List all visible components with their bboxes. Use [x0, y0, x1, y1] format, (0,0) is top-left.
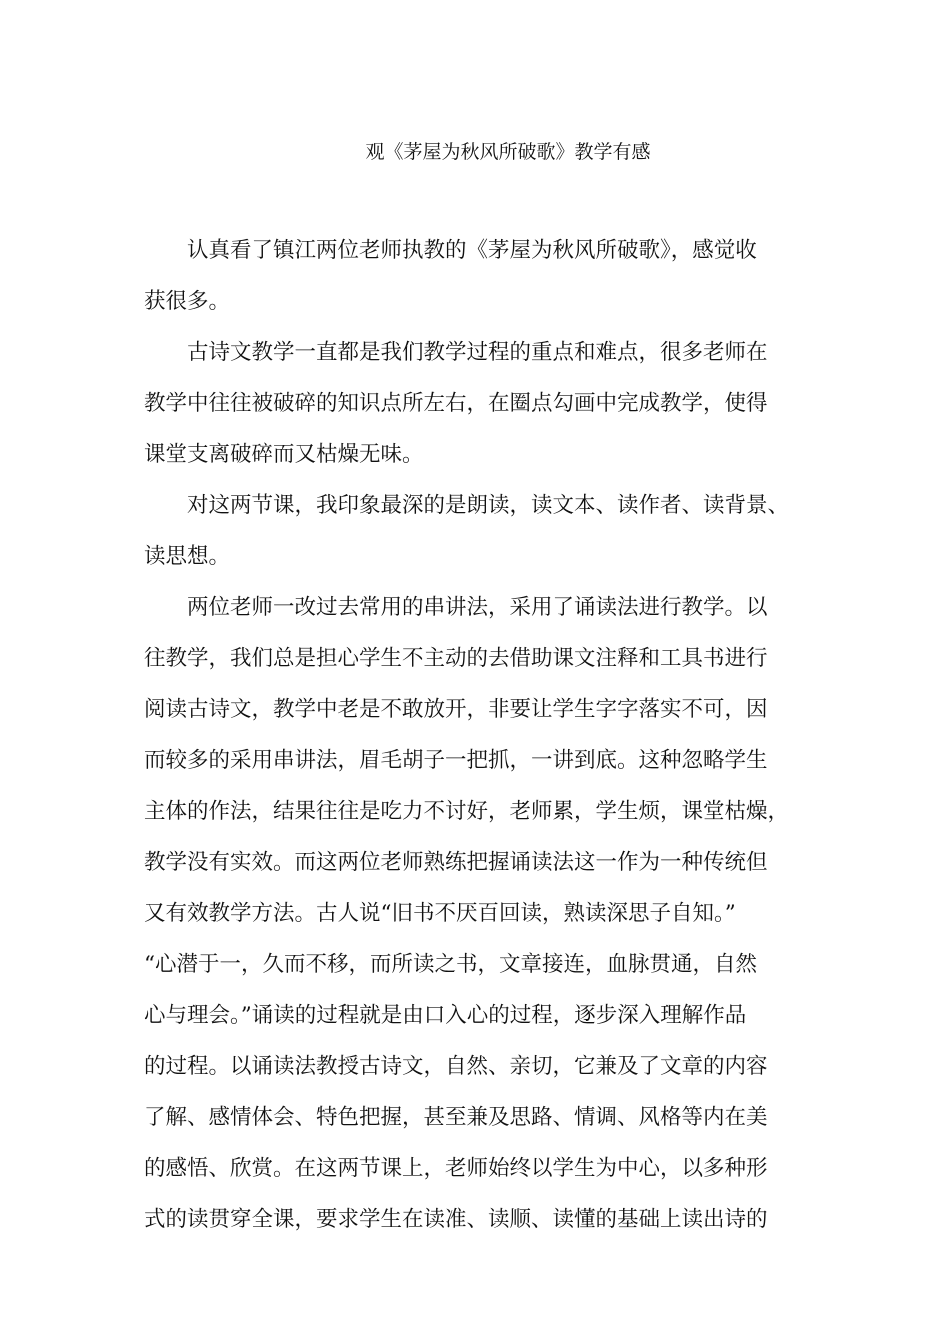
text-line: 古诗文教学一直都是我们教学过程的重点和难点，很多老师在 — [187, 340, 768, 365]
text-line: 又有效教学方法。古人说“旧书不厌百回读，熟读深思子自知。” — [144, 901, 736, 926]
text-line: 的过程。以诵读法教授古诗文，自然、亲切，它兼及了文章的内容 — [144, 1054, 768, 1079]
paragraph — [144, 336, 820, 489]
text-line: 阅读古诗文，教学中老是不敢放开，非要让学生字字落实不可，因 — [144, 697, 768, 722]
text-line: “心潜于一，久而不移，而所读之书，文章接连，血脉贯通，自然 — [144, 952, 757, 977]
text-line: 往教学，我们总是担心学生不主动的去借助课文注释和工具书进行 — [144, 646, 768, 671]
text-line: 主体的作法，结果往往是吃力不讨好，老师累，学生烦，课堂枯燥， — [144, 799, 790, 824]
paragraph — [144, 591, 820, 1254]
text-line: 教学没有实效。而这两位老师熟练把握诵读法这一作为一种传统但 — [144, 850, 768, 875]
text-line: 了解、感情体会、特色把握，甚至兼及思路、情调、风格等内在美 — [144, 1105, 768, 1130]
text-line: 两位老师一改过去常用的串讲法，采用了诵读法进行教学。以 — [187, 595, 768, 620]
text-line: 的感悟、欣赏。在这两节课上，老师始终以学生为中心，以多种形 — [144, 1156, 768, 1181]
text-line: 教学中往往被破碎的知识点所左右，在圈点勾画中完成教学，使得 — [144, 391, 768, 416]
text-line: 心与理会。”诵读的过程就是由口入心的过程，逐步深入理解作品 — [144, 1003, 747, 1028]
document-body — [144, 234, 820, 1254]
paragraph — [144, 234, 820, 336]
text-line: 获很多。 — [144, 289, 231, 314]
document-title: 观《茅屋为秋风所破歌》教学有感 — [365, 141, 651, 163]
paragraph — [144, 489, 820, 591]
text-line: 读思想。 — [144, 544, 231, 569]
text-line: 而较多的采用串讲法，眉毛胡子一把抓，一讲到底。这种忽略学生 — [144, 748, 768, 773]
text-line: 认真看了镇江两位老师执教的《茅屋为秋风所破歌》，感觉收 — [187, 238, 757, 263]
text-line: 式的读贯穿全课，要求学生在读准、读顺、读懂的基础上读出诗的 — [144, 1207, 768, 1232]
text-line: 对这两节课，我印象最深的是朗读，读文本、读作者、读背景、 — [187, 493, 790, 518]
text-line: 课堂支离破碎而又枯燥无味。 — [144, 442, 424, 467]
